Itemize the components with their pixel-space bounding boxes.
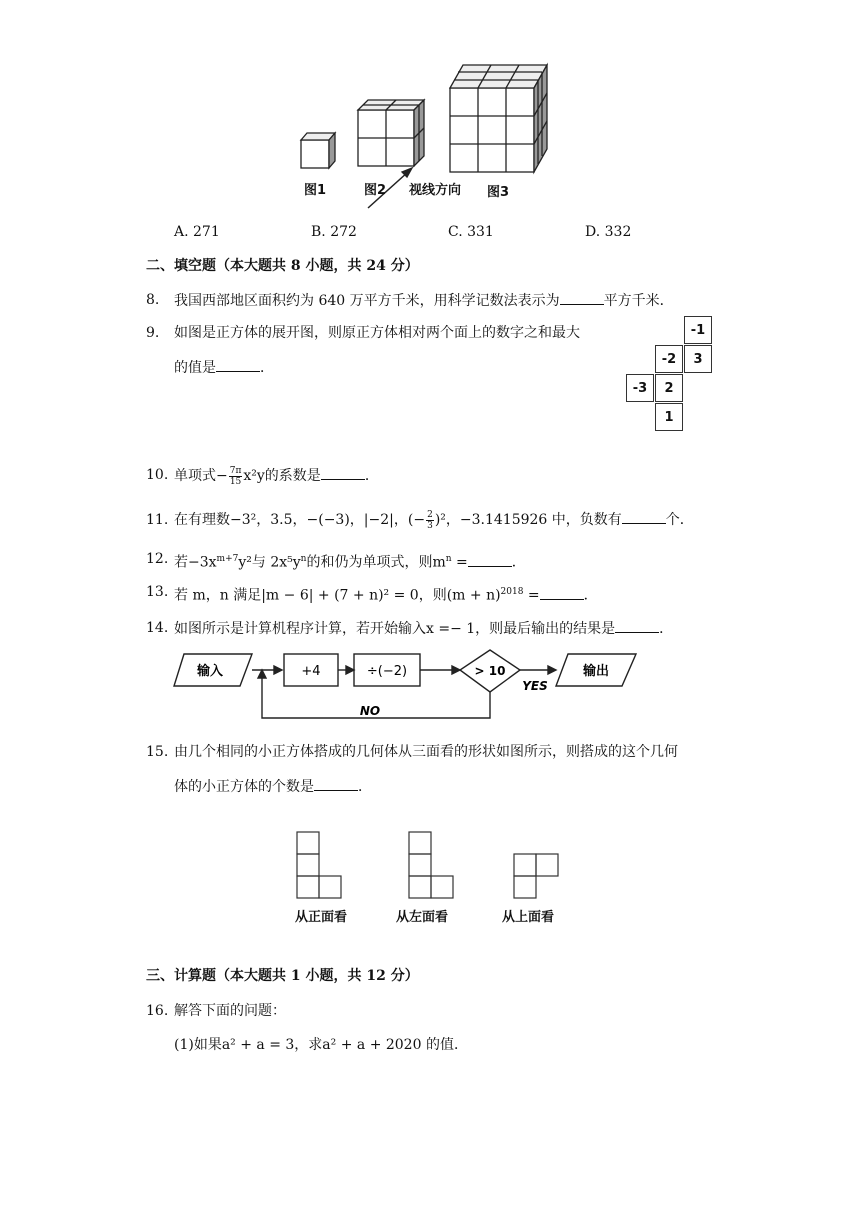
q13-text-b: = [523, 587, 540, 604]
q9-number: 9. [146, 325, 160, 341]
q15-front-view-label: 从正面看 [295, 910, 348, 925]
section2-title: 二、填空题（本大题共 8 小题，共 24 分） [146, 258, 419, 274]
q14-text-a: 如图所示是计算机程序计算，若开始输入x =− 1，则最后输出的结果是 [174, 621, 616, 637]
q10-text-a: 单项式− [174, 468, 228, 484]
q11-frac-num: 2 [427, 509, 433, 520]
q15-line2-a: 体的小正方体的个数是 [174, 779, 314, 795]
q11-frac-den: 3 [427, 520, 433, 531]
q7-option-d: D. 332 [585, 224, 632, 240]
q15-top-view-label: 从上面看 [502, 910, 555, 925]
q14-number: 14. [146, 620, 169, 636]
q8-number: 8. [146, 292, 160, 308]
q8-text [174, 290, 674, 311]
q9-answer-blank[interactable] [216, 357, 260, 372]
q7-fig1-label: 图1 [304, 183, 327, 198]
q12-text-d: = [451, 554, 468, 571]
q12-text-c: 的和仍为单项式，则m [306, 554, 446, 571]
q10-text-c: ． [364, 468, 379, 484]
q7-view-direction-label: 视线方向 [409, 183, 462, 198]
flow-output-label: 输出 [582, 664, 610, 679]
q15-number: 15. [146, 744, 169, 760]
q11-answer-blank[interactable] [622, 509, 666, 524]
q14-answer-blank[interactable] [615, 618, 659, 633]
section3-title: 三、计算题（本大题共 1 小题，共 12 分） [146, 968, 419, 984]
q10-fraction [229, 466, 243, 487]
q7-option-c: C. 331 [448, 224, 494, 240]
q12-sup2: n [300, 554, 307, 564]
q12-sup3: n [445, 554, 452, 564]
q12-sup1: m+7 [216, 554, 239, 564]
q9-line1: 如图是正方体的展开图，则原正方体相对两个面上的数字之和最大 [174, 325, 580, 341]
q9-net-cell: 2 [655, 374, 683, 402]
q12-text-e: ． [511, 554, 526, 571]
q16-sub1: (1)如果a² + a = 3，求a² + a + 2020 的值． [174, 1037, 468, 1053]
q9-line2-a: 的值是 [174, 360, 216, 376]
q15-line2 [174, 776, 372, 797]
flow-input-label: 输入 [196, 664, 224, 679]
q11-text-b: )²，−3.1415926 中，负数有 [434, 512, 622, 528]
q11-text [174, 505, 694, 535]
q14-text [174, 618, 673, 639]
q9-net-cell: -1 [684, 316, 712, 344]
q10-frac-den: 15 [229, 476, 242, 487]
q7-option-b: B. 272 [311, 224, 357, 240]
q16-number: 16. [146, 1003, 169, 1019]
q10-frac-num: 7π [229, 465, 242, 476]
q7-option-a: A. 271 [174, 224, 220, 240]
flow-no-label: NO [359, 704, 381, 718]
q12-number: 12. [146, 551, 169, 567]
q11-fraction [426, 510, 434, 531]
q12-text [174, 549, 526, 573]
q9-net-cell: -3 [626, 374, 654, 402]
q15-answer-blank[interactable] [314, 776, 358, 791]
q13-number: 13. [146, 584, 169, 600]
q9-net-cell: -2 [655, 345, 683, 373]
q14-flowchart [170, 648, 640, 724]
q12-text-a: 若−3x [174, 554, 217, 571]
q11-text-a: 在有理数−3²，3.5，−(−3)，|−2|，(− [174, 512, 426, 528]
q12-text-b: y²与 2x⁵y [238, 554, 301, 571]
q13-sup: 2018 [500, 587, 524, 597]
q8-text-b: 平方千米． [603, 293, 674, 309]
q7-fig3-label: 图3 [487, 185, 510, 200]
q16-text: 解答下面的问题： [174, 1003, 286, 1019]
q7-fig2-label: 图2 [364, 183, 387, 198]
q13-text-a: 若 m，n 满足|m − 6| + (7 + n)² = 0，则(m + n) [174, 587, 501, 604]
q9-cube-net [624, 316, 714, 434]
q13-text-c: ． [583, 587, 598, 604]
q14-text-b: ． [659, 621, 674, 637]
q12-answer-blank[interactable] [468, 552, 512, 567]
flow-yes-label: YES [522, 679, 548, 693]
q11-number: 11. [146, 512, 169, 528]
q15-line1: 由几个相同的小正方体搭成的几何体从三面看的形状如图所示，则搭成的这个几何 [174, 744, 678, 760]
flow-op2-label: ÷(−2) [366, 664, 408, 679]
q10-answer-blank[interactable] [321, 465, 365, 480]
q8-text-a: 我国西部地区面积约为 640 万平方千米，用科学记数法表示为 [174, 293, 560, 309]
q9-net-cell: 3 [684, 345, 712, 373]
q15-left-view-label: 从左面看 [396, 910, 449, 925]
q13-answer-blank[interactable] [540, 585, 584, 600]
q9-net-cell: 1 [655, 403, 683, 431]
flow-condition-label: > 10 [474, 664, 506, 678]
q9-line2-b: ． [260, 360, 274, 376]
q10-text [174, 461, 379, 491]
q15-line2-b: ． [358, 779, 372, 795]
flow-op1-label: +4 [301, 664, 321, 679]
q11-text-c: 个． [665, 512, 694, 528]
q8-answer-blank[interactable] [560, 290, 604, 305]
q9-line2 [174, 357, 274, 378]
q10-number: 10. [146, 467, 169, 483]
q13-text [174, 582, 598, 606]
q15-three-views [285, 828, 575, 903]
q10-text-b: x²y的系数是 [243, 468, 321, 484]
